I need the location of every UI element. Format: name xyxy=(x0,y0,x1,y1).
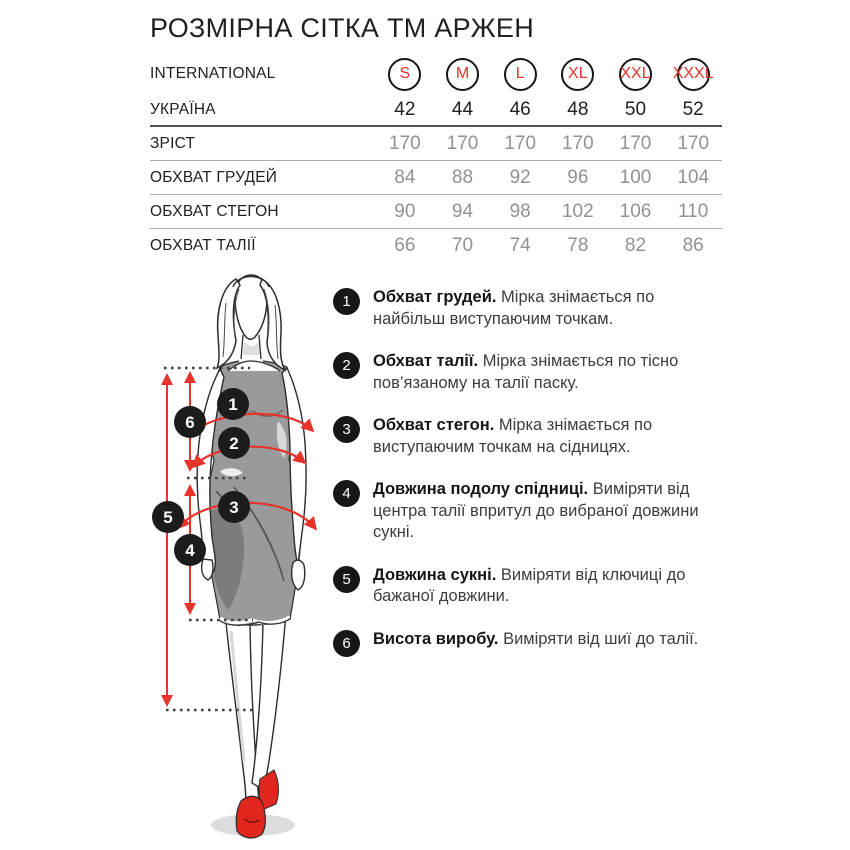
page-title: РОЗМІРНА СІТКА ТМ АРЖЕН xyxy=(150,13,535,43)
item-desc: Виміряти від ключиці до бажаної довжини. xyxy=(373,565,686,605)
item-number-badge: 2 xyxy=(333,352,360,379)
item-text xyxy=(373,479,727,544)
list-item-chest xyxy=(333,287,727,330)
item-number-badge: 3 xyxy=(333,416,360,443)
table-row-waist xyxy=(150,229,722,263)
item-number-badge: 5 xyxy=(333,566,360,593)
table-cell: 44 xyxy=(451,98,474,120)
marker-2 xyxy=(218,427,250,459)
item-text xyxy=(373,629,727,657)
table-cell: 82 xyxy=(624,235,647,256)
item-term: Обхват грудей. xyxy=(373,288,497,306)
item-desc: Мірка знімається по виступаючим точкам на сідницях. xyxy=(373,416,653,456)
table-cell: 170 xyxy=(446,132,479,154)
table-cell: 50 xyxy=(624,98,647,120)
item-term: Висота виробу. xyxy=(373,629,499,648)
table-cell: 170 xyxy=(388,132,421,154)
marker-label: 2 xyxy=(229,434,239,453)
item-term: Довжина сукні. xyxy=(373,565,497,584)
hair-left xyxy=(217,279,240,368)
size-badge-xxxl: XXXL xyxy=(677,58,710,91)
row-label: УКРАЇНА xyxy=(150,100,216,118)
item-text xyxy=(373,415,727,458)
table-cell: 106 xyxy=(619,200,652,222)
table-cell: 170 xyxy=(677,132,710,154)
item-term: Обхват талії. xyxy=(373,352,479,370)
item-desc: Мірка знімається по найбільш виступаючим точкам. xyxy=(373,288,655,328)
table-row-height xyxy=(150,127,722,161)
item-term: Довжина подолу спідниці. xyxy=(373,480,589,498)
item-number-badge: 4 xyxy=(333,480,360,507)
row-label: INTERNATIONAL xyxy=(150,65,276,82)
item-desc: Мірка знімається по тісно пов’язаному на талії паску. xyxy=(373,352,679,392)
table-row-hips xyxy=(150,195,722,229)
head-sketch xyxy=(217,275,285,371)
size-table xyxy=(150,54,722,263)
table-row-ukraine xyxy=(150,94,722,127)
marker-label: 4 xyxy=(185,541,195,560)
marker-3 xyxy=(218,491,250,523)
marker-4 xyxy=(174,534,206,566)
table-cell: 46 xyxy=(509,98,531,120)
item-text xyxy=(373,565,727,608)
table-cell: 48 xyxy=(567,98,589,120)
list-item-hips xyxy=(333,415,727,458)
table-row-chest xyxy=(150,161,722,195)
table-cell: 88 xyxy=(451,166,474,188)
table-cell: 170 xyxy=(504,132,537,154)
list-item-dress-length xyxy=(333,565,727,608)
size-badge-l: L xyxy=(504,58,537,91)
size-badge-xxl: XXL xyxy=(619,58,652,91)
marker-label: 3 xyxy=(229,498,239,517)
figure-illustration xyxy=(140,263,340,850)
table-cell: 94 xyxy=(451,200,474,222)
table-cell: 42 xyxy=(394,98,416,120)
table-cell: 102 xyxy=(561,200,594,222)
table-cell: 98 xyxy=(509,200,531,222)
size-badge-xl: XL xyxy=(561,58,594,91)
marker-6 xyxy=(174,406,206,438)
item-number-badge: 1 xyxy=(333,288,360,315)
list-item-waist xyxy=(333,351,727,394)
item-text xyxy=(373,351,727,394)
item-term: Обхват стегон. xyxy=(373,416,495,434)
row-label: ЗРІСТ xyxy=(150,134,196,152)
table-cell: 66 xyxy=(394,235,416,256)
row-label: ОБХВАТ ТАЛІЇ xyxy=(150,237,256,254)
table-cell: 170 xyxy=(561,132,594,154)
table-cell: 92 xyxy=(509,166,531,188)
list-item-bodice-height xyxy=(333,629,727,657)
table-cell: 96 xyxy=(567,166,589,188)
row-label: ОБХВАТ ГРУДЕЙ xyxy=(150,168,278,186)
table-cell: 74 xyxy=(509,235,531,256)
hair-right xyxy=(260,279,285,370)
table-cell: 100 xyxy=(619,166,652,188)
size-badge-m: M xyxy=(446,58,479,91)
item-text xyxy=(373,287,727,330)
table-cell: 90 xyxy=(394,200,416,222)
table-cell: 86 xyxy=(682,235,704,256)
table-cell: 70 xyxy=(451,235,474,256)
table-cell: 78 xyxy=(567,235,589,256)
marker-label: 1 xyxy=(228,395,238,414)
table-cell: 170 xyxy=(619,132,652,154)
table-cell: 84 xyxy=(394,166,416,188)
row-label: ОБХВАТ СТЕГОН xyxy=(150,202,279,220)
list-item-skirt-length xyxy=(333,479,727,544)
table-cell: 104 xyxy=(677,166,710,188)
item-desc: Виміряти від центра талії впритул до вибраної довжини сукні. xyxy=(373,480,699,541)
table-cell: 52 xyxy=(682,98,704,120)
marker-1 xyxy=(217,388,249,420)
table-row-international xyxy=(150,54,722,94)
table-cell: 110 xyxy=(678,200,709,222)
item-desc: Виміряти від шиї до талії. xyxy=(503,629,699,648)
measurement-list xyxy=(333,287,727,657)
item-number-badge: 6 xyxy=(333,630,360,657)
marker-label: 6 xyxy=(185,413,195,432)
size-badge-s: S xyxy=(388,58,421,91)
marker-5 xyxy=(152,501,184,533)
marker-label: 5 xyxy=(163,508,173,527)
